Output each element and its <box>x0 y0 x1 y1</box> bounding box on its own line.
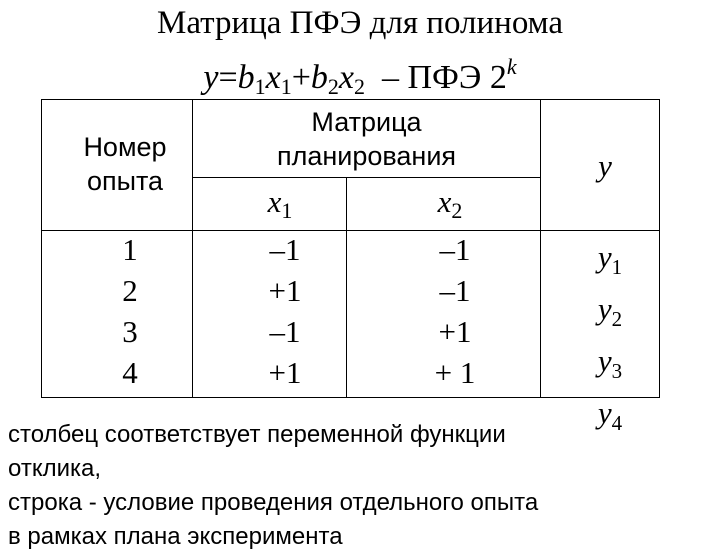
formula-y: y <box>203 59 219 96</box>
table-divider-x1-x2 <box>346 177 347 398</box>
table-border-top <box>41 99 660 100</box>
header-x1-sub: 1 <box>281 198 293 223</box>
x1-value-1: –1 <box>269 232 301 267</box>
note-line-1: столбец соответствует переменной функции <box>8 421 506 448</box>
table-border-left <box>41 99 42 398</box>
experiment-number-4: 4 <box>122 355 138 390</box>
x2-value-column <box>405 229 505 393</box>
explanation-text <box>8 418 708 554</box>
table-divider-col3 <box>540 99 541 398</box>
formula-pfe: – ПФЭ 2 <box>382 59 507 96</box>
header-experiment-number <box>70 130 180 198</box>
x1-value-3: –1 <box>269 314 301 349</box>
note-line-4: в рамках плана эксперимента <box>8 523 343 550</box>
y-value-column <box>575 236 645 444</box>
header-x2 <box>420 184 480 224</box>
formula-x2-sub: 2 <box>354 74 365 99</box>
y-value-3: $y_3$ <box>597 343 623 383</box>
x2-value-2: –1 <box>439 273 471 308</box>
formula-b2-sub: 2 <box>327 74 339 99</box>
formula-x1-sub: 1 <box>280 74 292 99</box>
slide-title: Матрица ПФЭ для полинома <box>157 5 563 41</box>
experiment-number-column <box>100 229 160 393</box>
header-x2-sub: 2 <box>451 198 463 223</box>
formula-x2: x <box>338 59 354 96</box>
header-number-line2: опыта <box>86 166 164 196</box>
formula-b1-sub: 1 <box>254 74 266 99</box>
x1-value-2: +1 <box>268 273 302 308</box>
x2-value-1: –1 <box>439 232 471 267</box>
note-line-2: отклика, <box>8 455 102 482</box>
note-line-3: строка - условие проведения отдельного опыта <box>8 489 539 516</box>
header-matrix-line2: планирования <box>276 141 457 171</box>
header-matrix-line1: Матрица <box>311 107 422 137</box>
x2-value-3: +1 <box>438 314 472 349</box>
header-y: y <box>598 148 612 183</box>
x1-value-column <box>245 229 325 393</box>
formula-plus: + <box>291 59 311 96</box>
header-x1 <box>250 184 310 224</box>
formula-x1: x <box>265 59 281 96</box>
header-design-matrix <box>193 105 540 173</box>
y-value-4: $y_4$ <box>597 395 623 435</box>
table-border-right <box>659 99 660 398</box>
header-x1-letter: x <box>267 184 282 219</box>
polynomial-formula <box>0 48 720 106</box>
table-divider-subheader <box>192 177 540 178</box>
header-x2-letter: x <box>437 184 452 219</box>
y-value-1: $y_1$ <box>597 239 623 279</box>
table-border-bottom <box>41 397 660 398</box>
formula-equals: = <box>218 59 238 96</box>
formula-b1: b <box>237 59 255 96</box>
formula-k: k <box>506 54 517 79</box>
header-number-line1: Номер <box>83 132 167 162</box>
experiment-number-3: 3 <box>122 314 138 349</box>
x1-value-4: +1 <box>268 355 302 390</box>
x2-value-4: + 1 <box>434 355 476 390</box>
experiment-number-1: 1 <box>122 232 138 267</box>
formula-b2: b <box>310 59 328 96</box>
y-value-2: $y_2$ <box>597 291 623 331</box>
experiment-number-2: 2 <box>122 273 138 308</box>
